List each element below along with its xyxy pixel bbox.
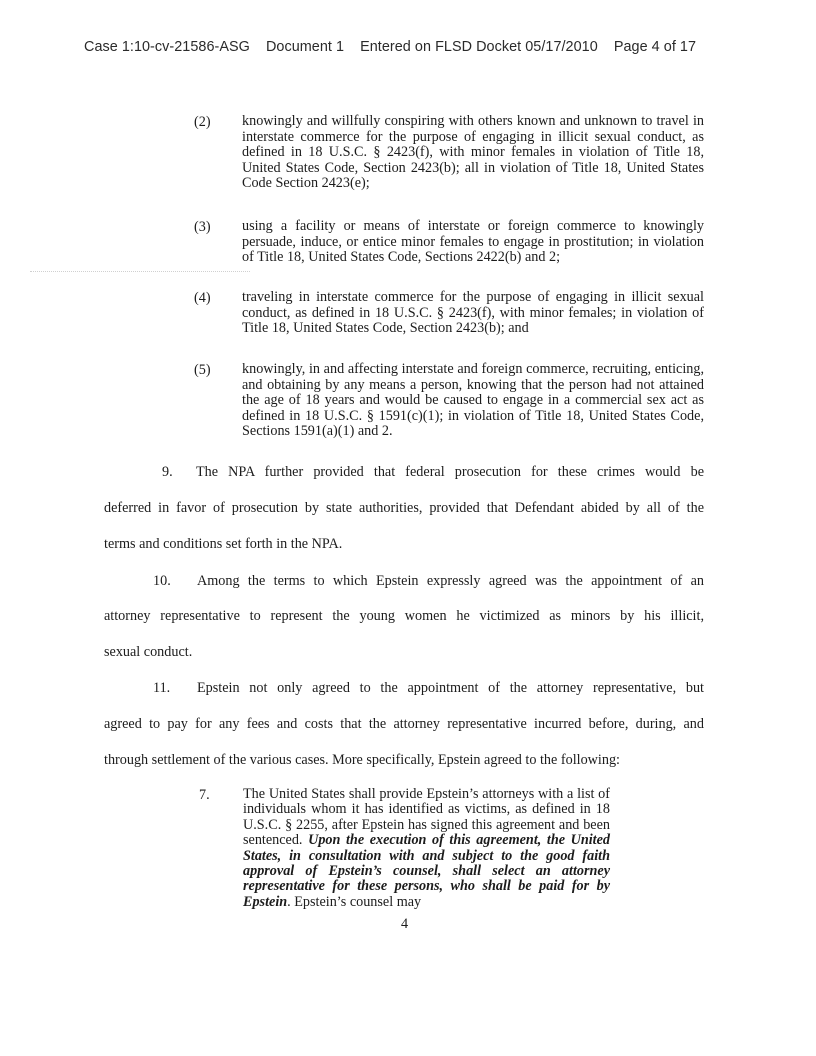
item-4-number: (4) [194,290,211,306]
quote-block [243,787,610,910]
docket-entry: Entered on FLSD Docket 05/17/2010 [360,39,598,55]
item-5-text: knowingly, in and affecting interstate and foreign commerce, recruiting, enticing, and obtaining by any means a person, knowing that the person had not attained the age of 18 years and would be caused to engage in a commercial sex act as defined in 18 U.S.C. § 1591(c)(1); in violation of Title 18, United States Code, Sections 1591(a)(1) and 2. [242,361,704,439]
quote-emphasis-text: Upon the execution of this agreement, the United States, in consultation with and subject to the good faith approval of Epstein’s counsel, shall select an attorney representative for these persons, who shall be paid for by Epstein [243,832,611,910]
item-2-text: knowingly and willfully conspiring with others known and unknown to travel in interstate commerce for the purpose of engaging in illicit sexual conduct, as defined in 18 U.S.C. § 2423(f), with minor females in violation of Title 18, United States Code, Section 2423(b); all in violation of Title 18, United States Code Section 2423(e); [242,113,704,191]
paragraph-10-number: 10. [153,573,171,589]
paragraph-11-line-1: Epstein not only agreed to the appointment of the attorney representative, but [197,680,704,696]
paragraph-9-line-1: The NPA further provided that federal prosecution for these crimes would be [196,464,704,480]
paragraph-9-number: 9. [162,464,173,480]
paragraph-9-line-3: terms and conditions set forth in the NPA. [104,536,343,552]
item-2-number: (2) [194,114,211,130]
paragraph-9-line-2: deferred in favor of prosecution by state authorities, provided that Defendant abided by all of the [104,500,704,516]
quote-trailing-text: . Epstein’s counsel may [287,893,422,910]
paragraph-10-line-2: attorney representative to represent the young women he victimized as minors by his illicit, [104,608,704,624]
paragraph-10-line-1: Among the terms to which Epstein expressly agreed was the appointment of an [197,573,704,589]
page-number: 4 [401,916,409,932]
paragraph-11-line-3: through settlement of the various cases. More specifically, Epstein agreed to the following: [104,752,620,768]
document-number: Document 1 [265,39,345,55]
quote-item-number: 7. [199,787,210,803]
docket-header [84,39,696,55]
paragraph-11-number: 11. [153,680,171,696]
case-number: Case 1:10-cv-21586-ASG [84,39,250,55]
paragraph-10-line-3: sexual conduct. [104,644,193,660]
item-3-number: (3) [194,219,211,235]
item-3-text: using a facility or means of interstate or foreign commerce to knowingly persuade, induce, or entice minor females to engage in prostitution; in violation of Title 18, United States Code, Sections 2422(b) and 2; [242,218,704,265]
item-5-number: (5) [194,362,211,378]
item-4-text: traveling in interstate commerce for the purpose of engaging in illicit sexual conduct, as defined in 18 U.S.C. § 2423(f), with minor females; in violation of Title 18, United States Code, Section 2423(b); and [242,289,704,336]
scan-artifact-line [30,271,250,272]
page-indicator: Page 4 of 17 [613,39,697,55]
quote-plain-text: The United States shall provide Epstein’s attorneys with a list of individuals whom it has identified as victims, as defined in 18 U.S.C. § 2255, after Epstein has signed this agreement and been sentenced. [243,786,610,849]
paragraph-11-line-2: agreed to pay for any fees and costs that the attorney representative incurred before, during, and [104,716,704,732]
